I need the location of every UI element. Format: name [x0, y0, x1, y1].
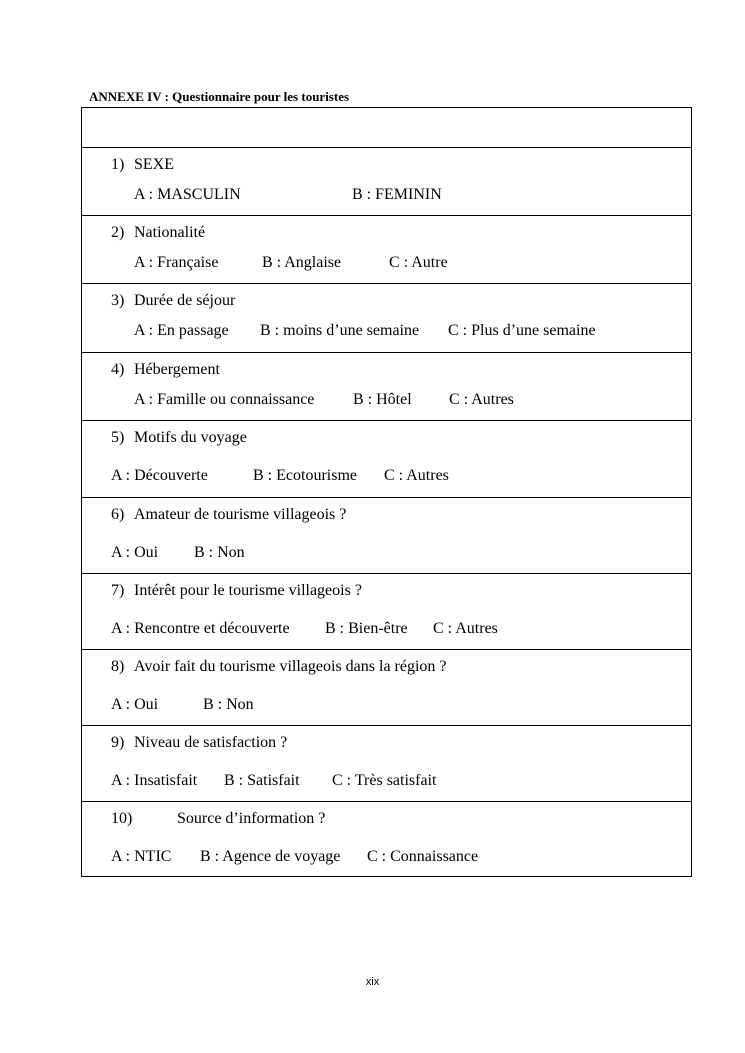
option: C : Autre — [389, 254, 448, 271]
option: A : Rencontre et découverte — [111, 620, 290, 637]
question-row-3 — [82, 283, 691, 352]
option: A : Découverte — [111, 467, 208, 484]
option: A : Famille ou connaissance — [134, 391, 315, 408]
question-6 — [111, 506, 346, 524]
option: C : Autres — [384, 467, 449, 484]
question-1 — [111, 156, 174, 174]
question-label: Nationalité — [134, 224, 206, 241]
question-label: SEXE — [134, 156, 174, 173]
page-title: ANNEXE IV : Questionnaire pour les touristes — [89, 89, 350, 104]
question-row-9 — [82, 725, 691, 801]
question-label: Durée de séjour — [134, 292, 236, 309]
option: B : FEMININ — [352, 186, 442, 203]
option: C : Autres — [433, 620, 498, 637]
question-row-2 — [82, 215, 691, 283]
option: B : moins d’une semaine — [260, 322, 420, 339]
option: C : Autres — [449, 391, 514, 408]
option: C : Plus d’une semaine — [448, 322, 596, 339]
question-number: 6) — [111, 506, 125, 523]
option: B : Non — [194, 544, 245, 561]
question-label: Amateur de tourisme villageois ? — [134, 506, 347, 523]
questionnaire-table — [81, 107, 692, 877]
option: A : Oui — [111, 544, 159, 561]
question-7 — [111, 582, 362, 600]
question-4 — [111, 361, 220, 379]
question-row-10 — [82, 801, 691, 876]
option: B : Bien-être — [325, 620, 408, 637]
question-number: 3) — [111, 292, 125, 309]
question-3 — [111, 292, 235, 310]
option: B : Non — [203, 696, 254, 713]
question-row-6 — [82, 497, 691, 573]
option: A : MASCULIN — [134, 186, 241, 203]
question-number: 5) — [111, 429, 125, 446]
option: B : Ecotourisme — [253, 467, 357, 484]
question-8 — [111, 658, 447, 676]
option: B : Satisfait — [224, 772, 300, 789]
question-number: 7) — [111, 582, 125, 599]
question-2 — [111, 224, 205, 242]
question-number: 4) — [111, 361, 125, 378]
question-number: 1) — [111, 156, 125, 173]
question-label: Niveau de satisfaction ? — [134, 734, 288, 751]
option: B : Anglaise — [262, 254, 342, 271]
question-row-4 — [82, 352, 691, 420]
question-number: 8) — [111, 658, 125, 675]
question-number: 2) — [111, 224, 125, 241]
option: B : Hôtel — [353, 391, 412, 408]
question-label: Motifs du voyage — [134, 429, 247, 446]
option: C : Connaissance — [367, 848, 479, 865]
option: A : Insatisfait — [111, 772, 198, 789]
table-header-empty-row — [82, 108, 691, 147]
option: A : NTIC — [111, 848, 172, 865]
question-number: 9) — [111, 734, 125, 751]
option: C : Très satisfait — [332, 772, 437, 789]
question-row-8 — [82, 649, 691, 725]
question-5 — [111, 429, 247, 447]
question-label: Avoir fait du tourisme villageois dans la région ? — [134, 658, 447, 675]
question-row-5 — [82, 420, 691, 497]
question-label: Hébergement — [134, 361, 220, 378]
question-label: Intérêt pour le tourisme villageois ? — [134, 582, 362, 599]
option: A : Oui — [111, 696, 159, 713]
question-row-1 — [82, 147, 691, 215]
question-10 — [111, 810, 325, 828]
question-label: Source d’information ? — [177, 810, 326, 827]
page-number: xix — [365, 976, 380, 988]
option: A : Française — [134, 254, 219, 271]
question-number: 10) — [111, 810, 133, 827]
question-9 — [111, 734, 287, 752]
option: B : Agence de voyage — [200, 848, 341, 865]
question-row-7 — [82, 573, 691, 649]
option: A : En passage — [134, 322, 229, 339]
